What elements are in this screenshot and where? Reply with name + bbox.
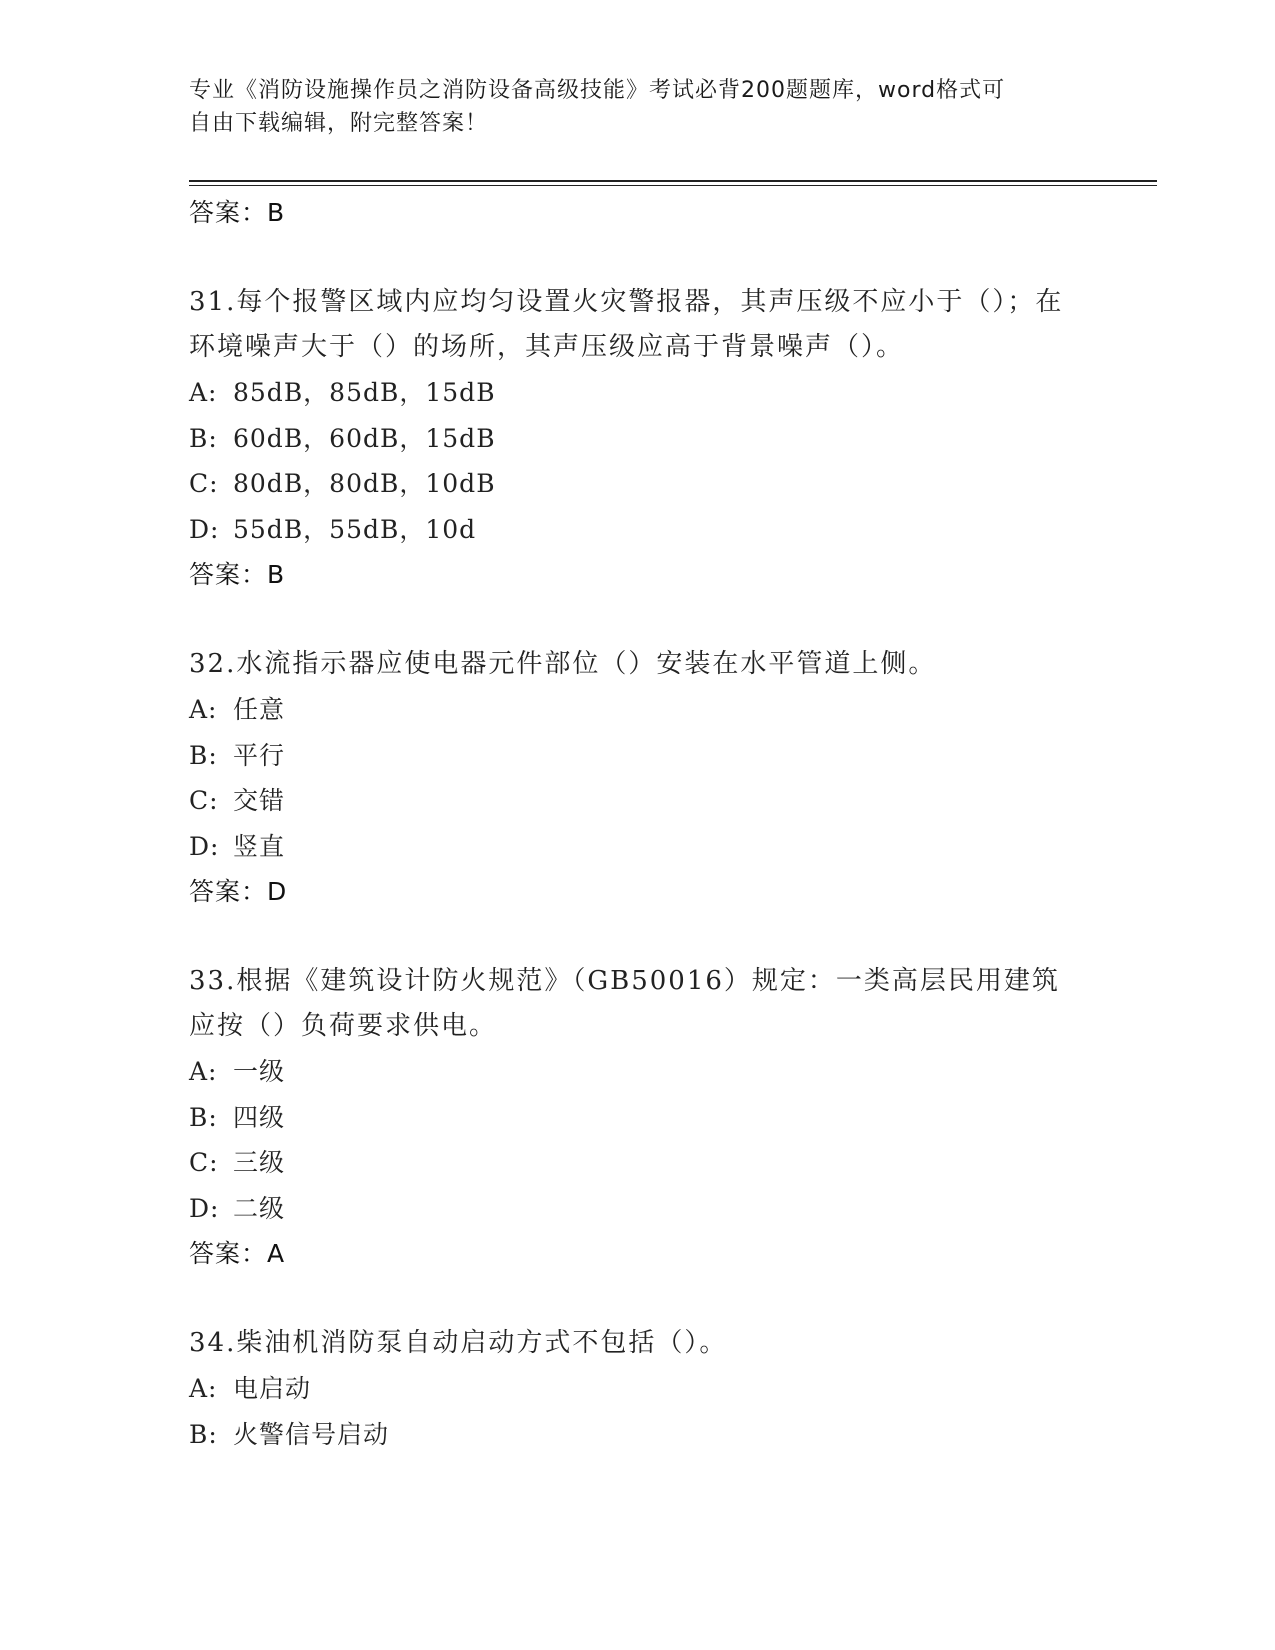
- option-c: [189, 778, 1089, 824]
- option-key: A:: [189, 378, 218, 407]
- option-text: 平行: [233, 740, 286, 770]
- option-key: D:: [189, 1193, 220, 1223]
- option-key: C:: [189, 786, 219, 815]
- option-b: [189, 1095, 1089, 1141]
- option-key: C:: [189, 1148, 219, 1177]
- option-a: [189, 370, 1089, 416]
- question-31: [189, 280, 1089, 598]
- question-32: [189, 642, 1089, 915]
- header-line-1: 专业《消防设施操作员之消防设备高级技能》考试必背200题题库，word格式可: [189, 78, 1006, 103]
- option-key: B:: [189, 740, 218, 770]
- option-key: A:: [189, 695, 218, 724]
- header-divider-thin: [189, 185, 1157, 186]
- option-c: [189, 461, 1089, 507]
- header-divider-thick: [189, 180, 1157, 182]
- question-33: [189, 959, 1089, 1277]
- option-text: 任意: [233, 695, 286, 724]
- option-key: A:: [189, 1057, 218, 1086]
- question-34: [189, 1321, 1089, 1457]
- option-text: 55dB，55dB，10d: [233, 514, 477, 544]
- option-key: B:: [189, 1419, 218, 1449]
- option-c: [189, 1140, 1089, 1186]
- option-d: [189, 1186, 1089, 1232]
- option-text: 电启动: [233, 1374, 312, 1403]
- option-key: D:: [189, 514, 220, 544]
- option-text: 竖直: [233, 831, 286, 861]
- option-text: 三级: [233, 1148, 286, 1177]
- document-header: [189, 74, 1069, 140]
- question-text: 34.柴油机消防泵自动启动方式不包括（）。: [189, 1328, 728, 1358]
- answer-line: 答案：B: [189, 198, 286, 227]
- option-text: 火警信号启动: [233, 1419, 390, 1449]
- option-b: [189, 416, 1089, 462]
- answer-line: 答案：A: [189, 1239, 286, 1268]
- header-line-2: 自由下载编辑，附完整答案！: [189, 111, 489, 136]
- option-text: 交错: [233, 786, 286, 815]
- option-a: [189, 1366, 1089, 1412]
- option-key: B:: [189, 423, 218, 453]
- option-d: [189, 507, 1089, 553]
- answer-line: 答案：D: [189, 877, 288, 906]
- question-text: 33.根据《建筑设计防火规范》（GB50016）规定：一类高层民用建筑应按（）负荷要求供电。: [189, 966, 1060, 1041]
- option-b: [189, 733, 1089, 779]
- option-key: D:: [189, 831, 220, 861]
- option-a: [189, 687, 1089, 733]
- option-text: 一级: [233, 1057, 286, 1086]
- option-text: 80dB，80dB，10dB: [233, 469, 496, 498]
- option-text: 四级: [233, 1102, 286, 1132]
- option-text: 85dB，85dB，15dB: [233, 378, 496, 407]
- question-text: 31.每个报警区域内应均匀设置火灾警报器，其声压级不应小于（）；在环境噪声大于（）的场所，其声压级应高于背景噪声（）。: [189, 287, 1064, 362]
- option-text: 60dB，60dB，15dB: [233, 423, 496, 453]
- option-b: [189, 1412, 1089, 1458]
- question-list: [189, 190, 1089, 1457]
- option-key: C:: [189, 469, 219, 498]
- option-text: 二级: [233, 1193, 286, 1223]
- question-text: 32.水流指示器应使电器元件部位（）安装在水平管道上侧。: [189, 649, 937, 679]
- answer-line: 答案：B: [189, 560, 286, 589]
- option-key: A:: [189, 1374, 218, 1403]
- option-key: B:: [189, 1102, 218, 1132]
- option-a: [189, 1049, 1089, 1095]
- option-d: [189, 824, 1089, 870]
